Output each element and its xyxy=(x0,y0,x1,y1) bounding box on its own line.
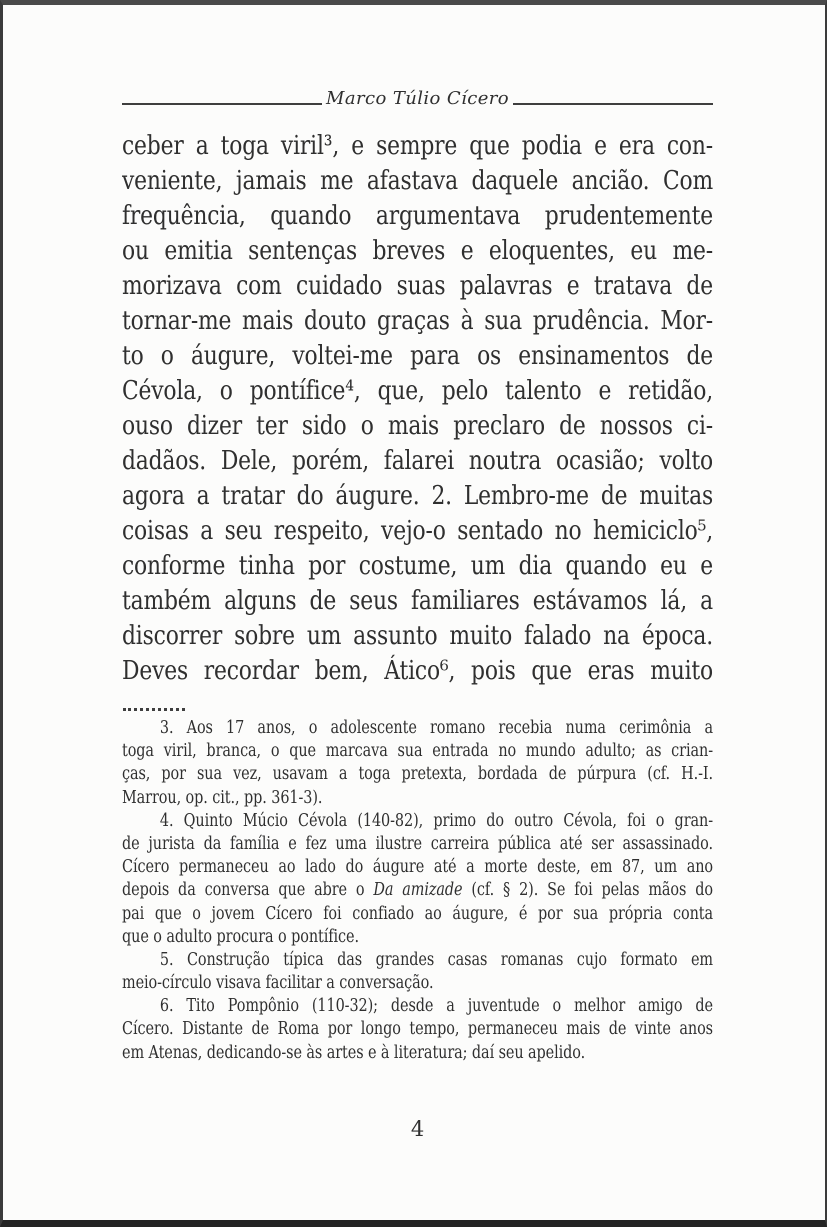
footnote-5 xyxy=(122,949,713,995)
body-line: Deves recordar bem, Ático⁶, pois que eras muito xyxy=(122,655,713,686)
footnote-line: meio-círculo visava facilitar a conversação. xyxy=(122,973,434,994)
body-line: também alguns de seus familiares estávamos lá, a xyxy=(122,585,713,616)
body-line: ceber a toga viril³, e sempre que podia e era con- xyxy=(122,130,713,161)
footnote-line: que o adulto procura o pontífice. xyxy=(122,926,359,947)
body-line: discorrer sobre um assunto muito falado na época. xyxy=(122,620,713,651)
body-line: tornar-me mais douto graças à sua prudência. Mor- xyxy=(122,305,713,336)
footnote-line: 5. Construção típica das grandes casas romanas cujo formato em xyxy=(159,949,713,970)
body-line: Cévola, o pontífice⁴, que, pelo talento e retidão, xyxy=(122,375,713,406)
body-line: morizava com cuidado suas palavras e tratava de xyxy=(122,270,713,301)
footnote-line: depois da conversa que abre o Da amizade (cf. § 2). Se foi pelas mãos do xyxy=(122,880,713,901)
footnote-line: 6. Tito Pompônio (110-32); desde a juventude o melhor amigo de xyxy=(159,996,713,1017)
running-title: Marco Túlio Cícero xyxy=(326,88,509,109)
footnotes-section xyxy=(122,717,713,1065)
footnote-separator xyxy=(123,708,185,711)
footnote-3 xyxy=(122,717,713,810)
footnote-line: de jurista da família e fez uma ilustre carreira pública até ser assassinado. xyxy=(122,833,713,854)
body-line: agora a tratar do áugure. 2. Lembro-me de muitas xyxy=(122,480,713,511)
footnote-6 xyxy=(122,995,713,1065)
footnote-line: Cícero. Distante de Roma por longo tempo, permaneceu mais de vinte anos xyxy=(122,1019,713,1040)
body-text xyxy=(122,128,713,688)
footnote-line: Cícero permaneceu ao lado do áugure até a morte deste, em 87, um ano xyxy=(122,857,713,878)
body-line: ouso dizer ter sido o mais preclaro de nossos ci- xyxy=(122,410,713,441)
footnote-line: ças, por sua vez, usavam a toga pretexta, bordada de púrpura (cf. H.-I. xyxy=(122,764,713,785)
body-line: to o áugure, voltei-me para os ensinamentos de xyxy=(122,340,713,371)
header-rule-right xyxy=(513,103,713,105)
footnote-4 xyxy=(122,810,713,949)
footnote-line: em Atenas, dedicando-se às artes e à literatura; daí seu apelido. xyxy=(122,1042,586,1063)
header-rule-left xyxy=(122,103,322,105)
footnote-line: Marrou, op. cit., pp. 361-3). xyxy=(122,787,323,808)
body-line: coisas a seu respeito, vejo-o sentado no hemiciclo⁵, xyxy=(122,515,713,546)
body-line: ou emitia sentenças breves e eloquentes, eu me- xyxy=(122,235,713,266)
body-line: dadãos. Dele, porém, falarei noutra ocasião; volto xyxy=(122,445,713,476)
body-line: frequência, quando argumentava prudentemente xyxy=(122,200,713,231)
body-line: conforme tinha por costume, um dia quando eu e xyxy=(122,550,713,581)
footnote-line: 4. Quinto Múcio Cévola (140-82), primo do outro Cévola, foi o gran- xyxy=(159,810,713,831)
footnote-line: pai que o jovem Cícero foi confiado ao áugure, é por sua própria conta xyxy=(122,903,713,924)
body-line: veniente, jamais me afastava daquele ancião. Com xyxy=(122,165,713,196)
footnote-line: 3. Aos 17 anos, o adolescente romano recebia numa cerimônia a xyxy=(159,718,713,738)
footnote-line: toga viril, branca, o que marcava sua entrada no mundo adulto; as crian- xyxy=(122,741,713,762)
running-header xyxy=(122,81,713,109)
page-number: 4 xyxy=(410,1117,425,1141)
